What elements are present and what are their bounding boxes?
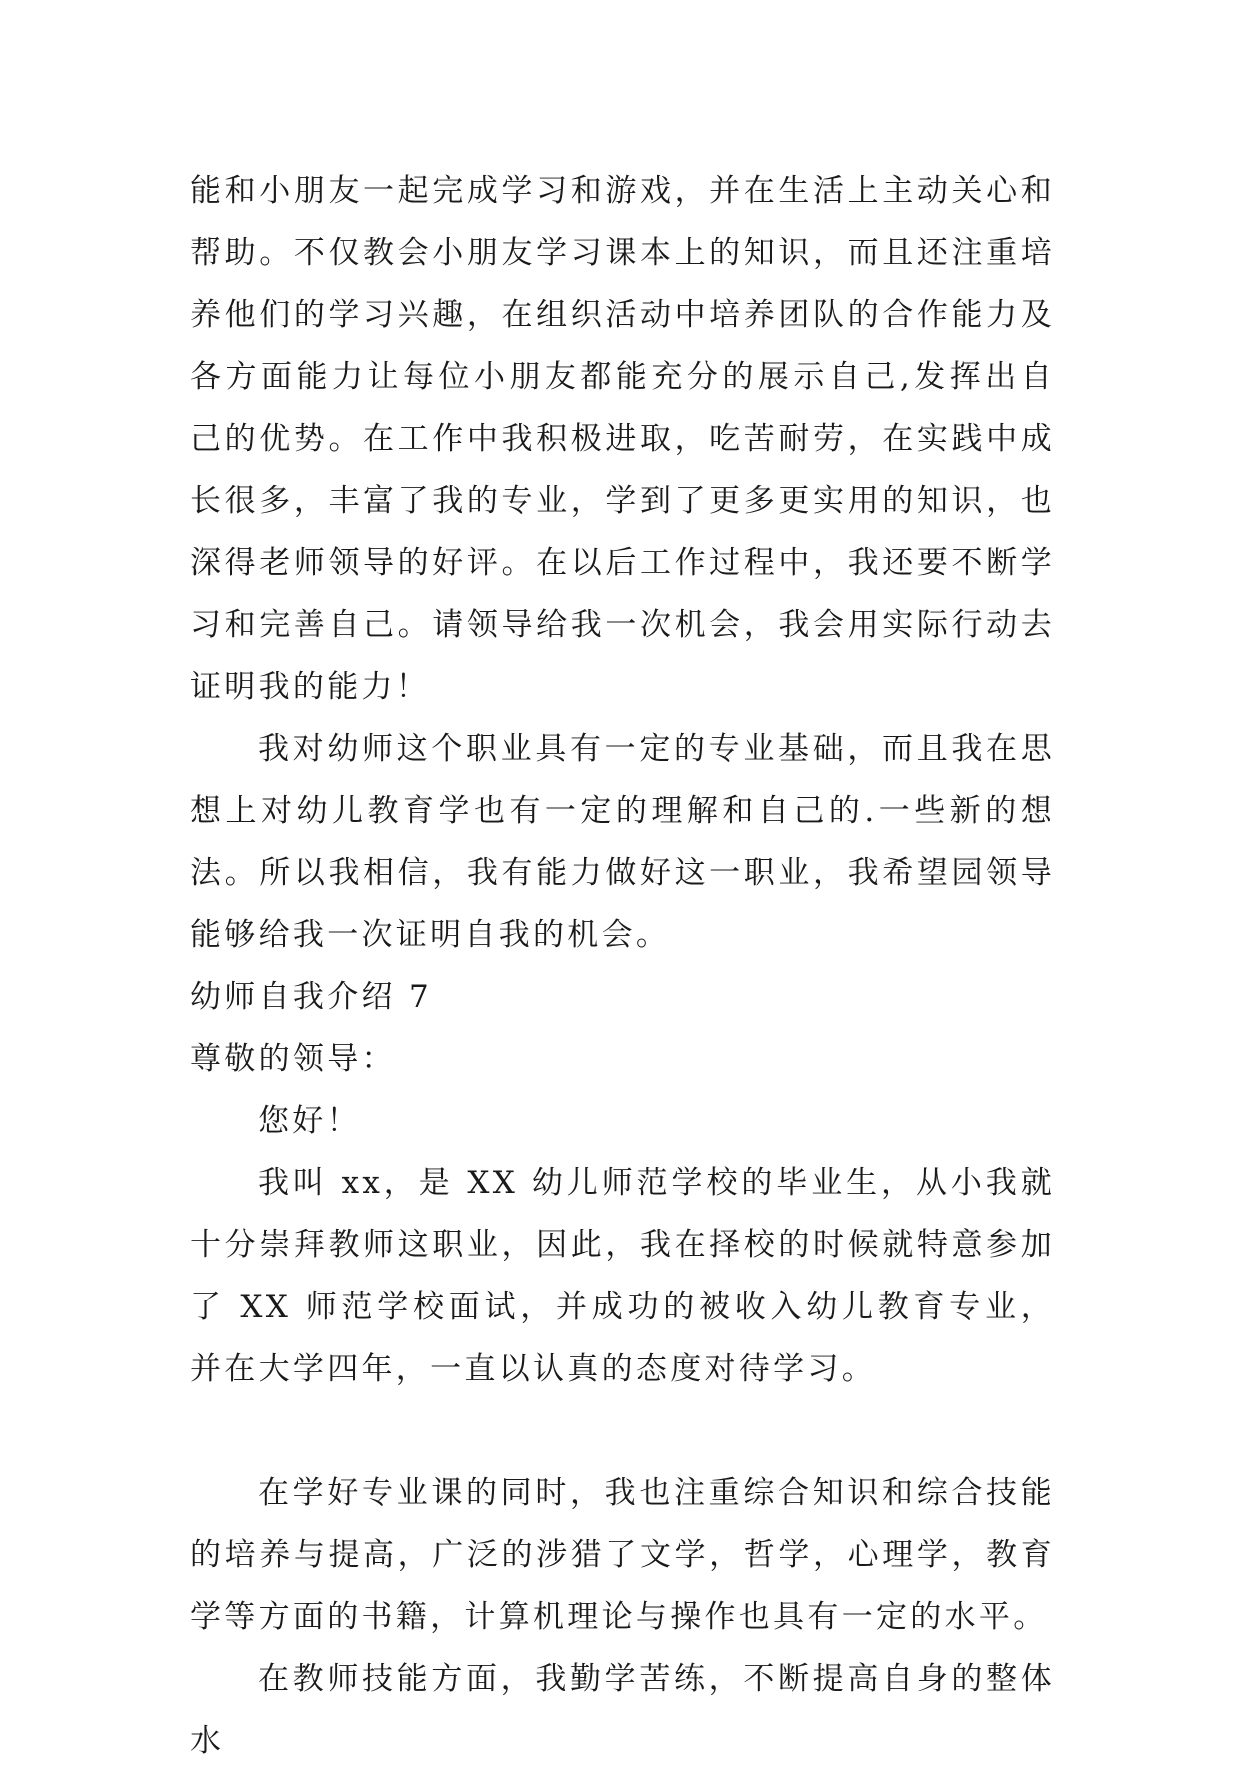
paragraph-spacer (190, 1400, 1055, 1462)
paragraph-intro: 我叫 xx，是 XX 幼儿师范学校的毕业生，从小我就十分崇拜教师这职业，因此，我在择校的时候就特意参加了 XX 师范学校面试，并成功的被收入幼儿教育专业，并在大学四年，一直以认真的态度对待学习。 (190, 1165, 1055, 1387)
paragraph-continued: 能和小朋友一起完成学习和游戏，并在生活上主动关心和帮助。不仅教会小朋友学习课本上的知识，而且还注重培养他们的学习兴趣，在组织活动中培养团队的合作能力及各方面能力让每位小朋友都能充分的展示自己,发挥出自己的优势。在工作中我积极进取，吃苦耐劳，在实践中成长很多，丰富了我的专业，学到了更多更实用的知识，也深得老师领导的好评。在以后工作过程中，我还要不断学习和完善自己。请领导给我一次机会，我会用实际行动去证明我的能力！ (190, 173, 1055, 705)
salutation: 尊敬的领导： (190, 1041, 396, 1077)
paragraph-skills: 在教师技能方面，我勤学苦练，不断提高自身的整体水 (190, 1661, 1055, 1759)
paragraph-foundation: 我对幼师这个职业具有一定的专业基础，而且我在思想上对幼儿教育学也有一定的理解和自己的.一些新的想法。所以我相信，我有能力做好这一职业，我希望园领导能够给我一次证明自我的机会。 (190, 731, 1055, 953)
paragraph-study: 在学好专业课的同时，我也注重综合知识和综合技能的培养与提高，广泛的涉猎了文学，哲学，心理学，教育学等方面的书籍，计算机理论与操作也具有一定的水平。 (190, 1475, 1055, 1635)
greeting: 您好！ (258, 1103, 361, 1139)
section-title: 幼师自我介绍 7 (190, 979, 432, 1015)
document-body (190, 160, 1055, 1772)
